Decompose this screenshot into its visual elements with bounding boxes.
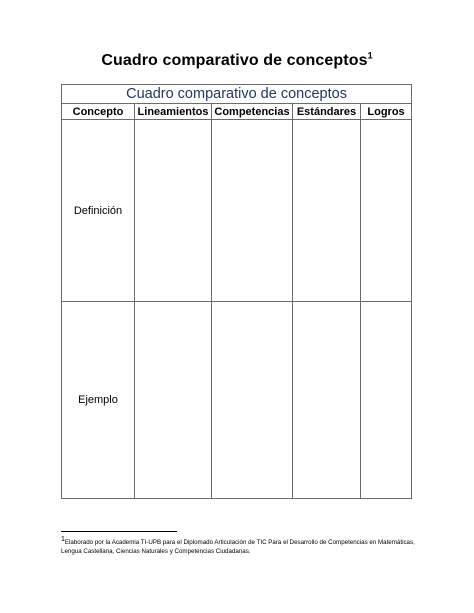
table-row-ejemplo: [62, 302, 412, 499]
cell-definicion-estandares: [293, 120, 361, 302]
cell-definicion-logros: [361, 120, 412, 302]
cell-ejemplo-logros: [361, 302, 412, 499]
column-header-competencias: Competencias: [212, 104, 293, 120]
cell-definicion-lineamientos: [135, 120, 212, 302]
table-row-definicion: [62, 120, 412, 302]
footnote-separator: [61, 531, 177, 532]
comparison-table: [61, 84, 412, 499]
page-title: [0, 52, 474, 70]
footnote-marker: 1: [61, 535, 65, 543]
page-title-text: Cuadro comparativo de conceptos: [101, 52, 368, 69]
row-label-ejemplo: Ejemplo: [62, 302, 135, 499]
column-header-concepto: Concepto: [62, 104, 135, 120]
row-label-definicion: Definición: [62, 120, 135, 302]
cell-definicion-competencias: [212, 120, 293, 302]
cell-ejemplo-competencias: [212, 302, 293, 499]
column-header-logros: Logros: [361, 104, 412, 120]
title-footnote-marker: 1: [367, 50, 373, 61]
footnote: [61, 535, 421, 556]
footnote-text: Elaborado por la Academia TI-UPB para el Diplomado Articulación de TIC Para el Desarrollo de Competencias en Matemáticas, Lengua Castellana, Ciencias Naturales y Competencias Ciudadanas.: [61, 539, 415, 555]
column-header-lineamientos: Lineamientos: [135, 104, 212, 120]
table-caption: Cuadro comparativo de conceptos: [62, 85, 412, 104]
cell-ejemplo-estandares: [293, 302, 361, 499]
column-header-estandares: Estándares: [293, 104, 361, 120]
cell-ejemplo-lineamientos: [135, 302, 212, 499]
